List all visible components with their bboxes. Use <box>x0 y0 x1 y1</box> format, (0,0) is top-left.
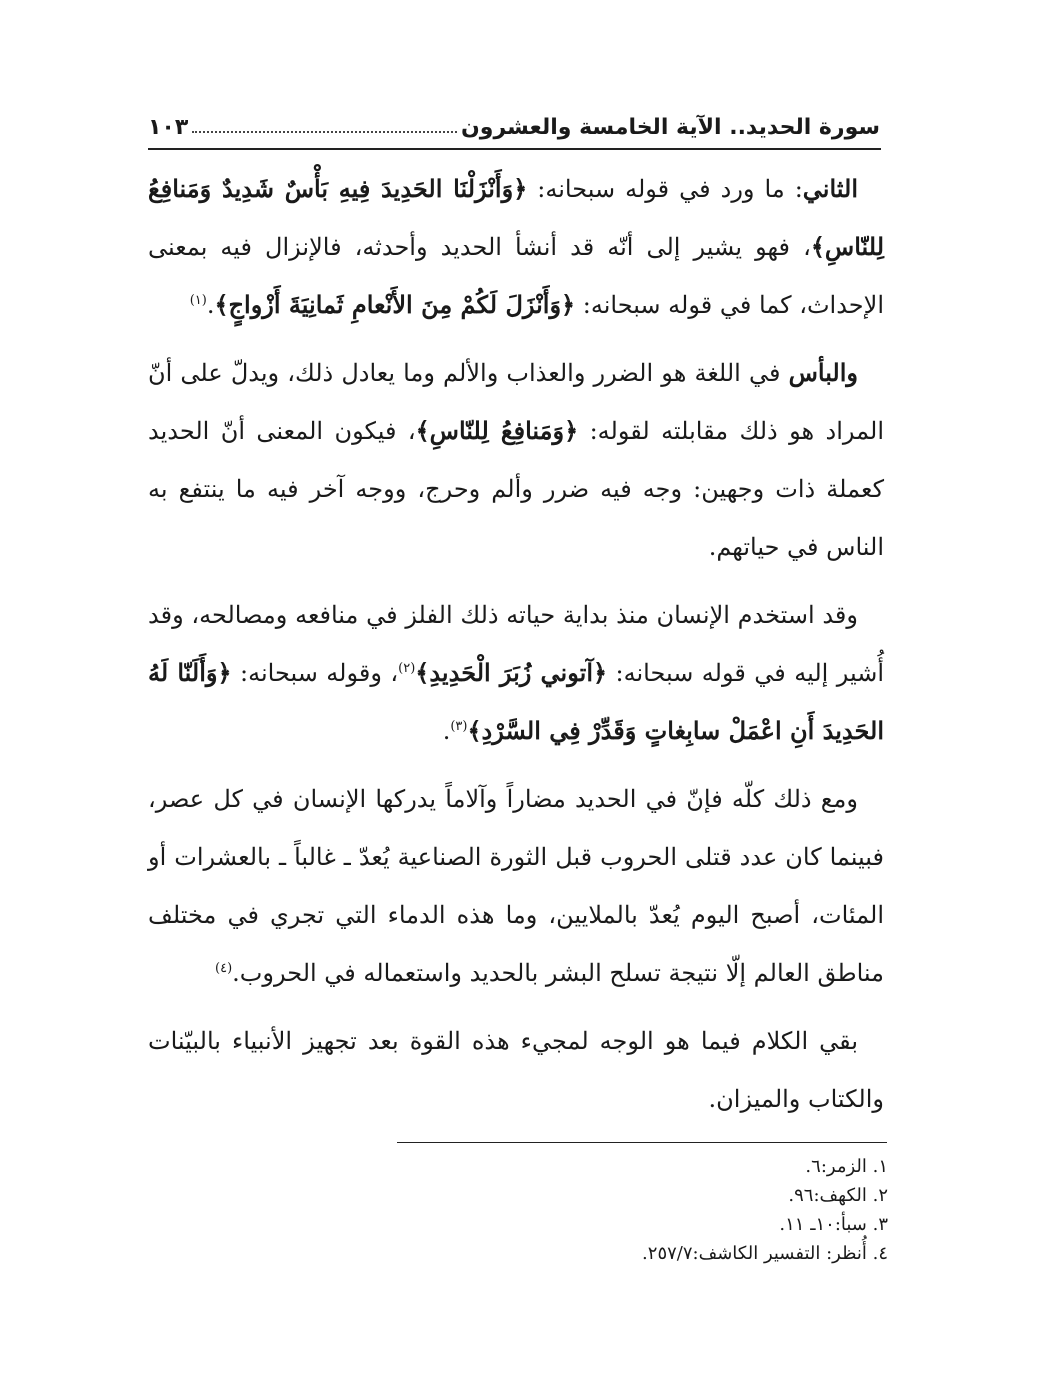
quran-quote: ﴿وَمَنافِعُ لِلنّاسِ﴾ <box>415 416 579 445</box>
body-text <box>148 160 884 1128</box>
footnote-ref-1[interactable]: (١) <box>189 293 207 308</box>
footnotes <box>148 1152 888 1268</box>
footnote-2: ٢. الكهف:٩٦. <box>788 1185 888 1206</box>
footnote-1: ١. الزمر:٦. <box>805 1156 888 1177</box>
text-run: وقد استخدم الإنسان منذ بداية حياته ذلك الفلز في منافعه ومصالحه، وقد أُشير إليه في قوله سبحانه: <box>148 601 885 687</box>
footnote-ref-2[interactable]: (٢) <box>398 661 416 676</box>
text-run: بقي الكلام فيما هو الوجه لمجيء هذه القوة بعد تجهيز الأنبياء بالبيّنات والكتاب والميزان. <box>148 1027 884 1113</box>
header-dot-leader <box>192 130 457 133</box>
paragraph-1 <box>148 160 884 334</box>
lead-word: والبأس <box>788 358 858 387</box>
paragraph-4 <box>148 770 884 1002</box>
text-run: ، وقوله سبحانه: <box>231 659 399 687</box>
footnote-divider <box>397 1142 887 1143</box>
paragraph-5 <box>148 1012 884 1128</box>
page-number: ١٠٣ <box>148 115 189 140</box>
quran-quote: ﴿وَأَنْزَلَ لَكُمْ مِنَ الأَنْعامِ ثَمانِيَةَ أَزْواجٍ﴾ <box>214 290 576 319</box>
quran-quote: ﴿وَأَنْزَلْنَا الحَدِيدَ فِيهِ بَأْسٌ شَدِيدٌ وَمَنافِعُ لِلنّاسِ﴾ <box>148 174 884 261</box>
text-run: ، فهو يشير إلى أنّه قد أنشأ الحديد وأحدثه، فالإنزال فيه بمعنى الإحداث، كما في قوله سبحانه: <box>148 233 884 319</box>
text-run: . <box>442 717 451 745</box>
header-divider <box>148 148 881 150</box>
footnote-3: ٣. سبأ:١٠ـ ١١. <box>779 1214 888 1235</box>
running-header <box>148 100 880 140</box>
header-title: سورة الحديد.. الآية الخامسة والعشرون <box>461 115 880 140</box>
footnote-ref-4[interactable]: (٤) <box>215 961 233 976</box>
paragraph-2 <box>148 344 884 576</box>
text-run: : ما ورد في قوله سبحانه: <box>527 175 803 203</box>
footnote-ref-3[interactable]: (٣) <box>450 719 468 734</box>
text-run: ، فيكون المعنى أنّ الحديد كعملة ذات وجهين: وجه فيه ضرر وألم وحرج، ووجه آخر فيه ما ينتفع به الناس في حياتهم. <box>148 417 884 561</box>
paragraph-3 <box>148 586 884 760</box>
text-run: . <box>206 291 215 319</box>
footnote-4: ٤. أُنظر: التفسير الكاشف:٢٥٧/٧. <box>642 1243 888 1264</box>
quran-quote: ﴿وَأَلَنّا لَهُ الحَدِيدَ أَنِ اعْمَلْ سابِغاتٍ وَقَدِّرْ فِي السَّرْدِ﴾ <box>148 658 884 745</box>
text-run: ومع ذلك كلّه فإنّ في الحديد مضاراً وآلاماً يدركها الإنسان في كل عصر، فبينما كان عدد قتلى الحروب قبل الثورة الصناعية يُعدّ ـ غالباً ـ بالعشرات أو المئات، أصبح اليوم يُعدّ بالملايين، وما هذه الدماء التي تجري في مختلف مناطق العالم إلّا نتيجة تسلح البشر بالحديد واستعماله في الحروب. <box>148 785 884 987</box>
text-run: في اللغة هو الضرر والعذاب والألم وما يعادل ذلك، ويدلّ على أنّ المراد هو ذلك مقابلته لقوله: <box>148 359 884 445</box>
quran-quote: ﴿آتوني زُبَرَ الْحَدِيدِ﴾ <box>415 658 608 687</box>
lead-word: الثاني <box>802 174 858 203</box>
